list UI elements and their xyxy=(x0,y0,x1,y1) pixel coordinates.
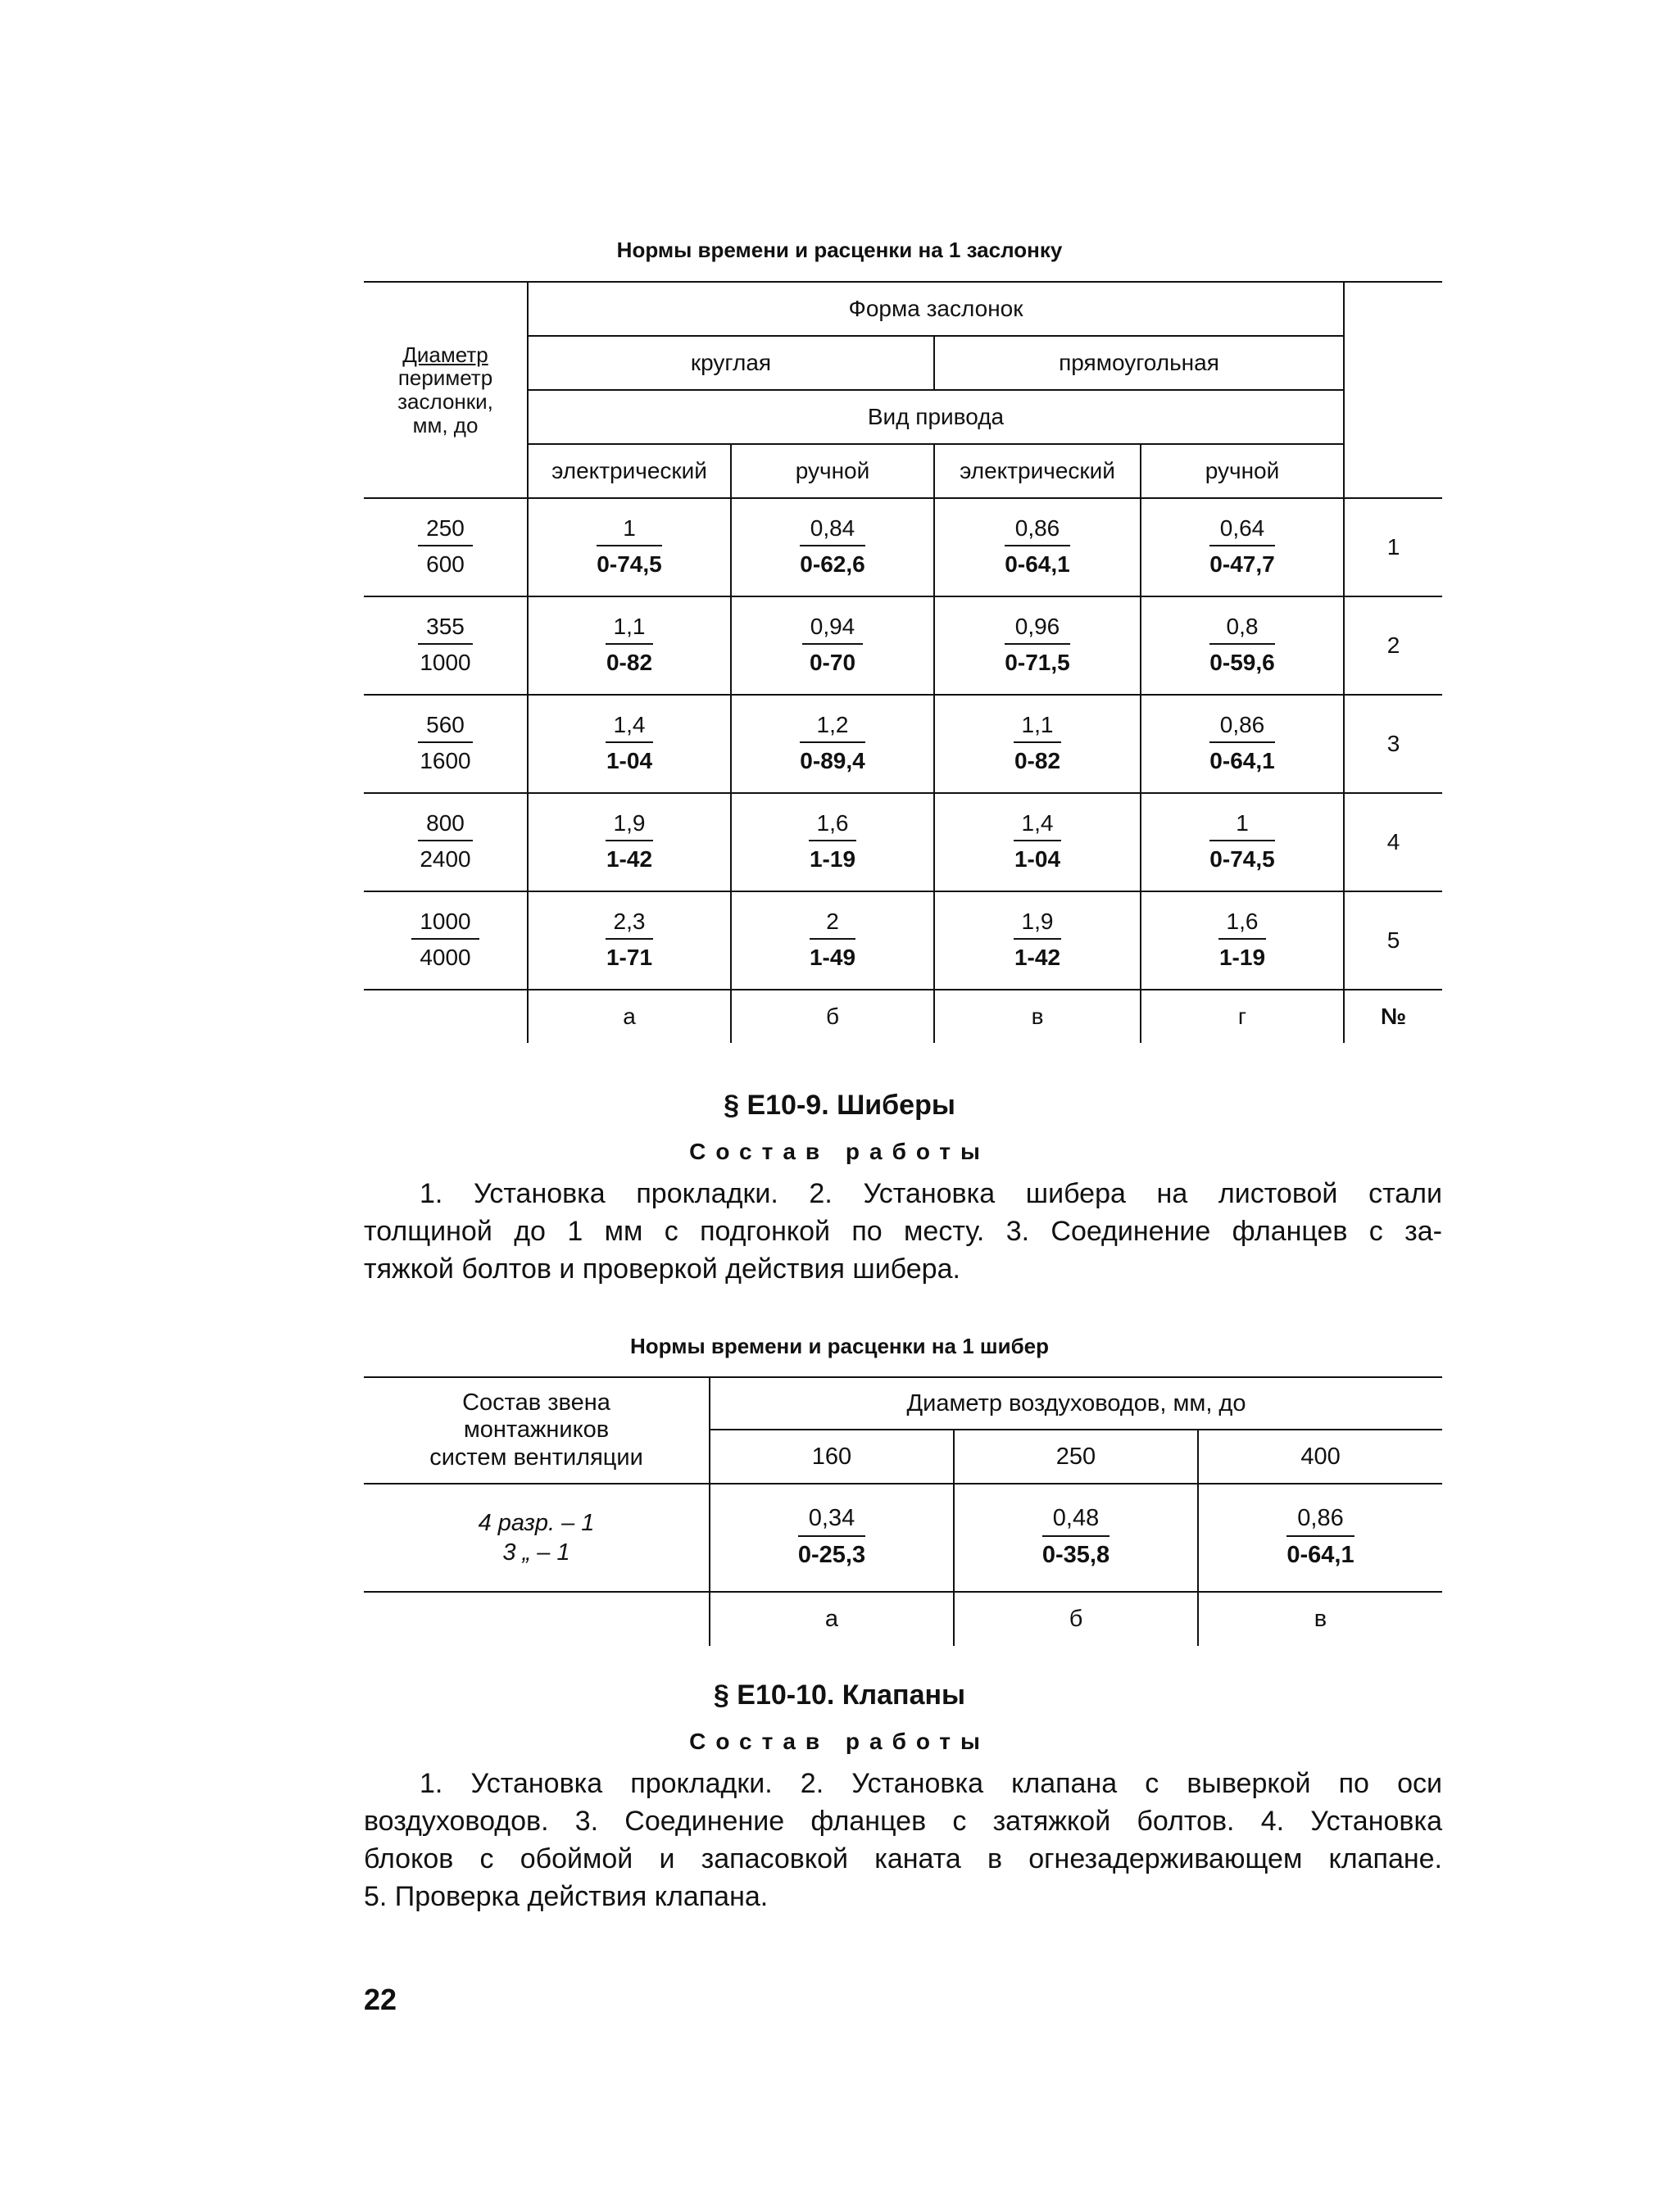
norm-cell xyxy=(528,596,731,695)
norm-price: 0-25,3 xyxy=(797,1542,866,1568)
section-e10-10-title: § Е10-10. Клапаны xyxy=(713,1679,966,1711)
no-header-empty xyxy=(1344,282,1442,498)
diameter-value: 250 xyxy=(418,517,473,546)
diameter-cell xyxy=(364,596,528,695)
norm-time: 1,1 xyxy=(1014,714,1062,743)
norm-cell xyxy=(731,498,934,596)
diam-header: Диаметр воздуховодов, мм, до xyxy=(710,1377,1442,1430)
forma-header: Форма заслонок xyxy=(528,282,1344,336)
text-line: блоков с обоймой и запасовкой каната в огнезадерживающем клапане. xyxy=(364,1843,1442,1874)
col-header: электрический xyxy=(934,444,1141,498)
row-number: 4 xyxy=(1344,793,1442,891)
norm-cell xyxy=(934,695,1141,793)
norm-time: 2,3 xyxy=(606,910,654,940)
row-number: 5 xyxy=(1344,891,1442,990)
perimeter-value: 1600 xyxy=(420,748,471,773)
norm-time: 1,9 xyxy=(606,812,654,841)
col-header: 250 xyxy=(954,1430,1198,1484)
norm-time: 0,84 xyxy=(800,517,864,546)
norm-cell xyxy=(528,695,731,793)
norm-price: 0-70 xyxy=(809,650,856,675)
norm-cell xyxy=(731,695,934,793)
diameter-header-line4: мм, до xyxy=(412,412,479,437)
col-header: ручной xyxy=(731,444,934,498)
perimeter-value: 1000 xyxy=(420,650,471,675)
diameter-header-line1: Диаметр xyxy=(402,342,488,367)
diameter-header xyxy=(364,282,528,498)
norm-time: 0,64 xyxy=(1209,517,1274,546)
norm-time: 0,96 xyxy=(1005,615,1069,645)
footer-empty xyxy=(364,990,528,1043)
text-line: тяжкой болтов и проверкой действия шибера. xyxy=(364,1253,960,1285)
norm-cell xyxy=(1141,695,1344,793)
table-row xyxy=(364,793,1442,891)
norm-cell xyxy=(954,1484,1198,1592)
diameter-header-line2: периметр xyxy=(397,365,493,391)
sostav-header-line1: Состав звена xyxy=(462,1389,610,1416)
crew-line2: 3 „ – 1 xyxy=(502,1539,570,1566)
diameter-header-line3: заслонки, xyxy=(397,389,493,414)
vid-privoda-header: Вид привода xyxy=(528,390,1344,444)
row-number: 1 xyxy=(1344,498,1442,596)
norm-price: 1-49 xyxy=(809,945,856,970)
shiber-norms-table xyxy=(364,1376,1442,1646)
norm-price: 0-71,5 xyxy=(1005,650,1070,675)
text-line: 5. Проверка действия клапана. xyxy=(364,1881,769,1912)
sostav-header-line2: монтажников xyxy=(463,1416,610,1444)
norm-price: 0-74,5 xyxy=(1209,846,1275,872)
text-line: толщиной до 1 мм с подгонкой по месту. 3. Соединение фланцев с за- xyxy=(364,1216,1442,1247)
norm-time: 0,86 xyxy=(1209,714,1274,743)
table-row xyxy=(364,891,1442,990)
norm-time: 1 xyxy=(1209,812,1274,841)
norm-price: 1-19 xyxy=(1218,945,1266,970)
section-e10-10-subtitle: Состав работы xyxy=(689,1729,990,1754)
norm-time: 0,48 xyxy=(1042,1507,1110,1537)
norm-price: 0-64,1 xyxy=(1286,1542,1355,1568)
norm-price: 1-71 xyxy=(606,945,653,970)
col-header: электрический xyxy=(528,444,731,498)
norm-time: 1 xyxy=(597,517,661,546)
footer-letter: а xyxy=(528,990,731,1043)
perimeter-value: 4000 xyxy=(420,945,471,970)
col-header: 160 xyxy=(710,1430,954,1484)
sostav-header xyxy=(364,1377,710,1484)
footer-empty xyxy=(364,1592,710,1646)
table-footer-row xyxy=(364,1592,1442,1646)
norm-price: 1-42 xyxy=(606,846,653,872)
norm-price: 1-42 xyxy=(1014,945,1061,970)
footer-letter: б xyxy=(731,990,934,1043)
norm-cell xyxy=(934,793,1141,891)
diameter-value: 1000 xyxy=(411,910,479,940)
row-number: 2 xyxy=(1344,596,1442,695)
damper-norms-table xyxy=(364,281,1442,1043)
crew-cell xyxy=(364,1484,710,1592)
footer-letter: б xyxy=(954,1592,1198,1646)
table-row xyxy=(364,695,1442,793)
norm-price: 0-82 xyxy=(1014,748,1061,773)
norm-price: 0-35,8 xyxy=(1041,1542,1110,1568)
diameter-value: 355 xyxy=(418,615,473,645)
norm-time: 1,2 xyxy=(800,714,864,743)
norm-time: 2 xyxy=(810,910,855,940)
crew-line1: 4 разр. – 1 xyxy=(478,1509,595,1536)
norm-time: 0,8 xyxy=(1209,615,1274,645)
diameter-cell xyxy=(364,793,528,891)
col-header: ручной xyxy=(1141,444,1344,498)
diameter-cell xyxy=(364,695,528,793)
norm-time: 1,4 xyxy=(1014,812,1062,841)
norm-time: 1,4 xyxy=(606,714,654,743)
norm-cell xyxy=(528,498,731,596)
footer-letter: г xyxy=(1141,990,1344,1043)
norm-price: 0-59,6 xyxy=(1209,650,1275,675)
table-footer-row xyxy=(364,990,1442,1043)
perimeter-value: 2400 xyxy=(420,846,471,872)
norm-time: 0,34 xyxy=(798,1507,865,1537)
norm-cell xyxy=(934,498,1141,596)
norm-price: 0-62,6 xyxy=(800,551,865,577)
norm-price: 0-89,4 xyxy=(800,748,865,773)
norm-cell xyxy=(934,596,1141,695)
norm-cell xyxy=(731,596,934,695)
footer-letter: в xyxy=(934,990,1141,1043)
norm-time: 1,1 xyxy=(606,615,654,645)
norm-price: 0-74,5 xyxy=(597,551,662,577)
row-number: 3 xyxy=(1344,695,1442,793)
norm-cell xyxy=(1198,1484,1442,1592)
section-e10-10-text xyxy=(364,1765,1442,1915)
table2-caption: Нормы времени и расценки на 1 шибер xyxy=(630,1334,1049,1358)
page-number: 22 xyxy=(364,1983,397,2016)
norm-price: 0-82 xyxy=(606,650,653,675)
diameter-cell xyxy=(364,891,528,990)
norm-time: 0,86 xyxy=(1286,1507,1354,1537)
norm-price: 1-04 xyxy=(606,748,653,773)
norm-cell xyxy=(1141,498,1344,596)
norm-cell xyxy=(710,1484,954,1592)
footer-letter: в xyxy=(1198,1592,1442,1646)
norm-cell xyxy=(1141,891,1344,990)
norm-price: 1-19 xyxy=(809,846,856,872)
diameter-value: 560 xyxy=(418,714,473,743)
norm-cell xyxy=(1141,596,1344,695)
norm-price: 0-64,1 xyxy=(1005,551,1070,577)
diameter-cell xyxy=(364,498,528,596)
norm-time: 1,6 xyxy=(809,812,857,841)
norm-cell xyxy=(731,793,934,891)
diameter-value: 800 xyxy=(418,812,473,841)
norm-time: 0,94 xyxy=(802,615,864,645)
text-line: воздуховодов. 3. Соединение фланцев с затяжкой болтов. 4. Установка xyxy=(364,1806,1442,1837)
norm-price: 0-47,7 xyxy=(1209,551,1275,577)
text-line: 1. Установка прокладки. 2. Установка шибера на листовой стали xyxy=(420,1178,1442,1209)
norm-cell xyxy=(731,891,934,990)
norm-cell xyxy=(528,891,731,990)
norm-cell xyxy=(528,793,731,891)
kruglaya-header: круглая xyxy=(528,336,934,390)
table-row xyxy=(364,596,1442,695)
norm-time: 1,6 xyxy=(1218,910,1267,940)
section-e10-9-subtitle: Состав работы xyxy=(689,1139,990,1164)
norm-time: 1,9 xyxy=(1014,910,1062,940)
section-e10-9-title: § Е10-9. Шиберы xyxy=(724,1090,955,1121)
norm-cell xyxy=(934,891,1141,990)
text-line: 1. Установка прокладки. 2. Установка клапана с выверкой по оси xyxy=(420,1768,1442,1799)
norm-cell xyxy=(1141,793,1344,891)
norm-price: 1-04 xyxy=(1014,846,1061,872)
sostav-header-line3: систем вентиляции xyxy=(429,1444,643,1471)
no-label: № xyxy=(1344,990,1442,1043)
table-row xyxy=(364,1484,1442,1592)
footer-letter: а xyxy=(710,1592,954,1646)
section-e10-9-text xyxy=(364,1175,1442,1288)
table1-caption: Нормы времени и расценки на 1 заслонку xyxy=(616,238,1063,262)
col-header: 400 xyxy=(1198,1430,1442,1484)
norm-price: 0-64,1 xyxy=(1209,748,1275,773)
pryamougolnaya-header: прямоугольная xyxy=(934,336,1344,390)
norm-time: 0,86 xyxy=(1005,517,1069,546)
perimeter-value: 600 xyxy=(426,551,465,577)
table-row xyxy=(364,498,1442,596)
